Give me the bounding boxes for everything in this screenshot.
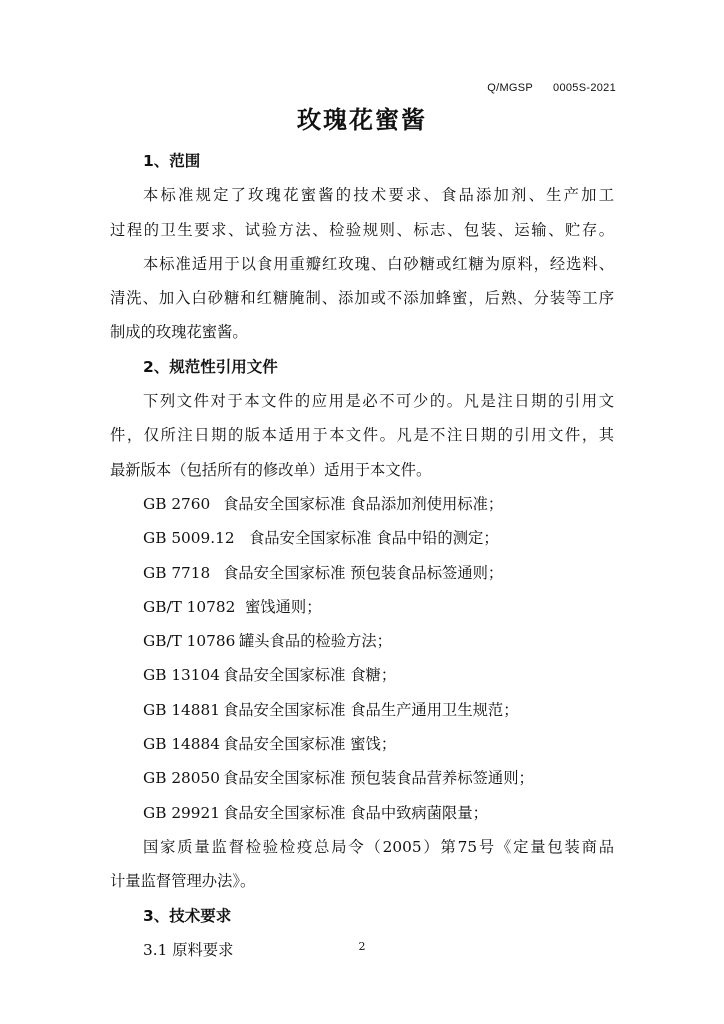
reference-title: 食品安全国家标准 预包装食品标签通则； — [223, 563, 504, 582]
reference-title: 食品安全国家标准 食品中致病菌限量； — [223, 803, 488, 822]
reference-title: 食品安全国家标准 蜜饯； — [223, 735, 397, 754]
standard-code-number: 0005S-2021 — [553, 82, 616, 94]
reference-number: GB 28050 — [143, 769, 220, 788]
document-title: 玫瑰花蜜酱 — [297, 106, 427, 134]
reference-list — [110, 487, 614, 830]
reference-number: GB 2760 — [143, 494, 211, 513]
reference-item — [110, 693, 614, 727]
reference-item — [110, 761, 614, 795]
reference-title: 蜜饯通则； — [245, 597, 322, 616]
reference-number: GB 13104 — [143, 666, 220, 685]
reference-item — [110, 658, 614, 692]
reference-title: 食品安全国家标准 食品添加剂使用标准； — [223, 494, 504, 513]
reference-number: GB/T 10782 — [143, 597, 236, 616]
scope-paragraph-1-line-2: 过程的卫生要求、试验方法、检验规则、标志、包装、运输、贮存。 — [110, 220, 614, 239]
references-intro-line-2: 件，仅所注日期的版本适用于本文件。凡是不注日期的引用文件，其 — [110, 426, 614, 445]
scope-paragraph-2-line-3: 制成的玫瑰花蜜酱。 — [110, 323, 248, 342]
reference-item — [110, 487, 614, 521]
decree-line-1: 国家质量监督检验检疫总局令（2005）第75号《定量包装商品 — [143, 837, 614, 856]
references-intro-line-3: 最新版本（包括所有的修改单）适用于本文件。 — [110, 460, 432, 479]
reference-number: GB/T 10786 — [143, 632, 236, 651]
page-number: 2 — [358, 940, 366, 953]
reference-number: GB 14881 — [143, 700, 220, 719]
reference-number: GB 14884 — [143, 735, 220, 754]
reference-number: GB 29921 — [143, 803, 220, 822]
scope-paragraph-2-line-2: 清洗、加入白砂糖和红糖腌制、添加或不添加蜂蜜，后熟、分装等工序 — [110, 289, 614, 308]
reference-item — [110, 521, 614, 555]
section-3-1-heading: 3.1 原料要求 — [143, 940, 234, 959]
section-2-heading: 2、规范性引用文件 — [143, 357, 278, 376]
reference-item — [110, 796, 614, 830]
decree-line-2: 计量监督管理办法》。 — [110, 872, 256, 891]
reference-title: 食品安全国家标准 食糖； — [223, 666, 397, 685]
section-3-heading: 3、技术要求 — [143, 906, 232, 925]
scope-paragraph-2-line-1: 本标准适用于以食用重瓣红玫瑰、白砂糖或红糖为原料，经选料、 — [143, 254, 614, 273]
reference-item — [110, 590, 614, 624]
reference-item — [110, 727, 614, 761]
standard-code — [487, 82, 616, 94]
reference-title: 食品安全国家标准 食品中铅的测定； — [249, 529, 499, 548]
references-intro-line-1: 下列文件对于本文件的应用是必不可少的。凡是注日期的引用文 — [143, 392, 614, 411]
reference-title: 食品安全国家标准 预包装食品营养标签通则； — [223, 769, 534, 788]
reference-title: 罐头食品的检验方法； — [239, 632, 392, 651]
reference-title: 食品安全国家标准 食品生产通用卫生规范； — [223, 700, 519, 719]
document-body — [110, 144, 614, 967]
reference-item — [110, 624, 614, 658]
reference-number: GB 7718 — [143, 563, 211, 582]
reference-item — [110, 556, 614, 590]
section-1-heading: 1、范围 — [143, 152, 201, 170]
standard-code-prefix: Q/MGSP — [487, 82, 534, 94]
reference-number: GB 5009.12 — [143, 529, 235, 548]
scope-paragraph-1-line-1: 本标准规定了玫瑰花蜜酱的技术要求、食品添加剂、生产加工 — [143, 186, 614, 205]
